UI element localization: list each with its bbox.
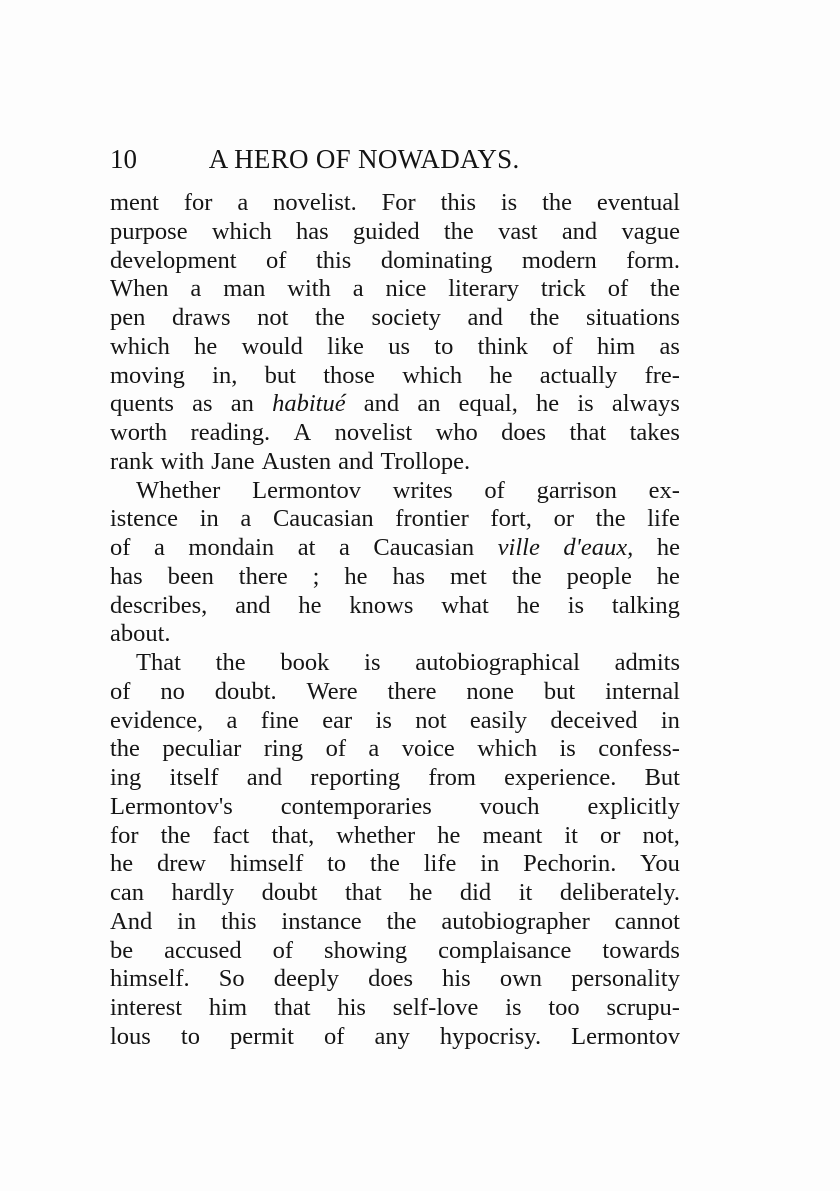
running-title: A HERO OF NOWADAYS. (208, 144, 520, 174)
word: who (435, 419, 478, 446)
word: a (226, 706, 238, 734)
word: this (315, 246, 352, 274)
word: and (235, 591, 271, 619)
word: and (363, 390, 400, 418)
word: ; (312, 562, 320, 590)
word: he (489, 361, 513, 389)
word: and (561, 217, 598, 245)
word: meant (482, 821, 543, 849)
word: an (230, 390, 254, 418)
word: too (548, 994, 580, 1021)
word: this (221, 907, 257, 935)
word: this (440, 189, 476, 216)
word: of (324, 1022, 345, 1050)
text-line (110, 620, 680, 649)
word: admits (614, 649, 680, 676)
text-line (110, 735, 680, 764)
word: worth (110, 419, 168, 446)
word: which (477, 735, 538, 763)
word: or (553, 505, 574, 533)
word: the (443, 217, 474, 245)
word: of (266, 246, 287, 274)
word: him (208, 994, 248, 1021)
word: which (402, 361, 463, 389)
word: ville (497, 534, 540, 561)
word: talking (611, 591, 680, 619)
word: in (199, 505, 219, 533)
word: writes (392, 476, 453, 504)
word: fact (212, 821, 250, 849)
word: Caucasian (373, 534, 475, 561)
word: Austen (261, 447, 332, 475)
word: interest (110, 994, 183, 1021)
word: istence (110, 505, 179, 533)
word: to (327, 850, 347, 878)
word: Trollope. (380, 447, 471, 475)
word: for (183, 189, 213, 216)
word: scrupu- (606, 994, 680, 1021)
word: that (344, 879, 382, 906)
word: pen (110, 304, 146, 331)
text-line (110, 937, 680, 966)
word: has (392, 562, 426, 590)
word: in (480, 850, 500, 878)
word: he (110, 850, 134, 878)
word: of (325, 735, 346, 763)
word: Whether (136, 476, 221, 504)
word: Lermontov's (110, 792, 233, 820)
word: experience. (504, 764, 617, 791)
word: that, (271, 821, 315, 849)
word: internal (605, 677, 680, 705)
word: d'eaux, (563, 534, 634, 561)
text-line (110, 448, 680, 477)
word: a (338, 534, 350, 561)
word: of (272, 936, 294, 964)
word: about. (110, 620, 171, 648)
word: fort, (490, 505, 532, 533)
word: peculiar (162, 735, 242, 763)
word: A (293, 419, 312, 446)
word: of (484, 476, 505, 504)
text-line (110, 965, 680, 994)
word: the (110, 735, 140, 763)
word: the (369, 850, 400, 878)
word: fine (260, 706, 299, 734)
word: he (536, 390, 560, 418)
word: showing (324, 936, 408, 964)
word: novelist (334, 419, 413, 446)
word: reporting (310, 764, 401, 791)
word: the (595, 505, 626, 533)
word: been (167, 562, 214, 590)
word: drew (156, 850, 206, 878)
word: ex- (648, 476, 680, 504)
word: like (327, 332, 364, 360)
text-line (110, 793, 680, 822)
word: the (215, 649, 246, 676)
word: but (543, 677, 576, 705)
word: any (374, 1022, 410, 1050)
word: it (564, 821, 578, 849)
word: life (647, 505, 680, 533)
text-line (110, 189, 680, 218)
word: knows (349, 591, 414, 619)
word: dominating (380, 246, 493, 274)
word: in (660, 706, 680, 734)
word: draws (171, 304, 231, 331)
word: deliberately. (559, 879, 680, 906)
word: easily (469, 706, 528, 734)
word: always (611, 390, 680, 418)
word: ment (110, 189, 159, 216)
word: in, (212, 361, 238, 389)
word: us (388, 332, 410, 360)
word: those (323, 361, 375, 389)
word: himself. (110, 965, 190, 993)
word: Caucasian (272, 505, 374, 533)
text-line (110, 534, 680, 563)
text-line (110, 822, 680, 851)
word: ring (263, 735, 304, 763)
text-line (110, 247, 680, 276)
word: But (644, 764, 680, 791)
word: confess- (598, 735, 680, 763)
word: he (656, 562, 680, 590)
word: That (136, 649, 181, 676)
word: a (368, 735, 380, 763)
word: to (434, 332, 454, 360)
word: with (287, 275, 331, 303)
word: self-love (392, 994, 479, 1021)
word: that (273, 994, 311, 1021)
word: life (423, 850, 457, 878)
word: doubt (261, 879, 318, 906)
word: is (500, 189, 518, 216)
word: garrison (536, 476, 617, 504)
word: of (110, 677, 131, 705)
word: of (607, 275, 629, 303)
word: Pechorin. (523, 850, 617, 878)
word: there (387, 677, 437, 705)
word: instance (281, 907, 362, 935)
word: he (409, 879, 433, 906)
word: of (110, 534, 131, 561)
word: but (264, 361, 296, 389)
word: met (450, 562, 487, 590)
word: it (518, 879, 533, 906)
word: ing (110, 764, 142, 791)
word: cannot (614, 907, 680, 935)
word: in (177, 907, 197, 935)
word: is (505, 994, 522, 1021)
word: no (160, 677, 185, 705)
word: hardly (171, 879, 235, 906)
word: doubt. (214, 677, 277, 705)
word: Jane (211, 447, 255, 475)
word: permit (230, 1022, 294, 1050)
word: a (190, 275, 202, 303)
word: contemporaries (280, 792, 432, 820)
word: of (552, 332, 573, 360)
word: and (467, 304, 503, 331)
word: evidence, (110, 706, 204, 734)
word: as (659, 332, 680, 360)
word: situations (586, 304, 680, 331)
word: not, (642, 821, 680, 849)
text-line (110, 649, 680, 678)
word: personality (571, 965, 680, 993)
text-line (110, 764, 680, 793)
word: has (110, 562, 143, 590)
word: and (338, 447, 374, 475)
word: frontier (395, 505, 469, 533)
word: fre- (644, 361, 680, 389)
word: modern (521, 246, 597, 274)
word: When (110, 275, 169, 303)
word: has (295, 217, 329, 245)
word: ear (322, 706, 353, 734)
word: he (516, 591, 540, 619)
word: complaisance (438, 936, 572, 964)
word: the (386, 907, 417, 935)
word: eventual (596, 189, 680, 216)
text-line (110, 362, 680, 391)
text-line (110, 1023, 680, 1052)
text-line (110, 850, 680, 879)
word: would (241, 332, 303, 360)
word: itself (169, 764, 219, 791)
word: is (364, 649, 381, 676)
word: is (559, 735, 576, 763)
word: people (566, 562, 632, 590)
word: vast (498, 217, 538, 245)
word: he (437, 821, 461, 849)
word: hypocrisy. (439, 1022, 542, 1050)
text-line (110, 505, 680, 534)
text-line (110, 994, 680, 1023)
word: which (211, 217, 272, 245)
word: autobiographical (415, 649, 580, 676)
word: explicitly (587, 792, 680, 820)
word: takes (629, 419, 680, 446)
word: the (314, 304, 345, 331)
word: his (442, 965, 471, 993)
word: a (352, 275, 364, 303)
text-line (110, 707, 680, 736)
word: So (218, 965, 245, 993)
word: book (280, 649, 330, 676)
word: vague (621, 217, 680, 245)
word: that (569, 419, 607, 446)
word: an (417, 390, 441, 418)
word: at (297, 534, 316, 561)
word: habitué (272, 390, 346, 418)
word: and (246, 764, 283, 791)
text-line (110, 563, 680, 592)
word: be (110, 936, 134, 964)
word: what (441, 591, 489, 619)
word: none (466, 677, 514, 705)
word: there (238, 562, 288, 590)
word: he (298, 591, 322, 619)
word: Lermontov (252, 476, 361, 504)
word: the (542, 189, 573, 216)
word: a (153, 534, 165, 561)
word: he (194, 332, 218, 360)
word: deceived (550, 706, 638, 734)
word: Were (306, 677, 358, 705)
word: accused (164, 936, 242, 964)
word: lous (110, 1022, 151, 1050)
text-line (110, 333, 680, 362)
word: from (428, 764, 476, 791)
word: a (237, 189, 249, 216)
word: the (511, 562, 542, 590)
word: a (240, 505, 252, 533)
word: he (656, 534, 680, 561)
word: voice (401, 735, 455, 763)
page-header (110, 144, 710, 178)
word: You (640, 850, 680, 878)
word: Lermontov (571, 1022, 680, 1050)
word: the (529, 304, 560, 331)
text-line (110, 678, 680, 707)
word: the (160, 821, 191, 849)
word: rank (110, 447, 154, 475)
word: does (501, 419, 547, 446)
text-line (110, 419, 680, 448)
word: which (110, 332, 170, 360)
word: form. (626, 246, 680, 274)
word: guided (352, 217, 420, 245)
word: is (577, 390, 594, 418)
word: purpose (110, 217, 188, 245)
word: novelist. (273, 189, 357, 216)
word: reading. (190, 419, 271, 446)
word: mondain (188, 534, 275, 561)
text-line (110, 275, 680, 304)
word: think (477, 332, 529, 360)
word: And (110, 907, 153, 935)
word: to (180, 1022, 200, 1050)
word: autobiographer (441, 907, 590, 935)
word: with (160, 447, 205, 475)
word: moving (110, 361, 185, 389)
text-line (110, 390, 680, 419)
word: for (110, 821, 139, 849)
word: did (459, 879, 492, 906)
text-line (110, 304, 680, 333)
word: For (381, 189, 416, 216)
text-line (110, 592, 680, 621)
word: describes, (110, 591, 208, 619)
text-line (110, 218, 680, 247)
word: man (223, 275, 266, 303)
word: towards (602, 936, 680, 964)
word: is (567, 591, 585, 619)
body-text (110, 189, 680, 1052)
word: is (375, 706, 392, 734)
word: equal, (458, 390, 518, 418)
word: quents (110, 390, 174, 418)
text-line (110, 477, 680, 506)
word: he (344, 562, 368, 590)
word: own (499, 965, 543, 993)
word: can (110, 879, 144, 906)
word: deeply (273, 965, 340, 993)
page-number: 10 (110, 144, 137, 174)
word: not (257, 304, 289, 331)
word: actually (539, 361, 618, 389)
word: whether (336, 821, 416, 849)
word: literary (448, 275, 519, 303)
text-line (110, 879, 680, 908)
word: himself (229, 850, 304, 878)
word: or (600, 821, 621, 849)
word: not (415, 706, 447, 734)
word: society (371, 304, 441, 331)
word: does (368, 965, 414, 993)
word: nice (385, 275, 427, 303)
word: as (192, 390, 213, 418)
word: him (597, 332, 636, 360)
text-line (110, 908, 680, 937)
word: trick (540, 275, 586, 303)
word: development (110, 246, 237, 274)
word: his (337, 994, 366, 1021)
word: vouch (479, 792, 540, 820)
word: the (650, 275, 680, 303)
